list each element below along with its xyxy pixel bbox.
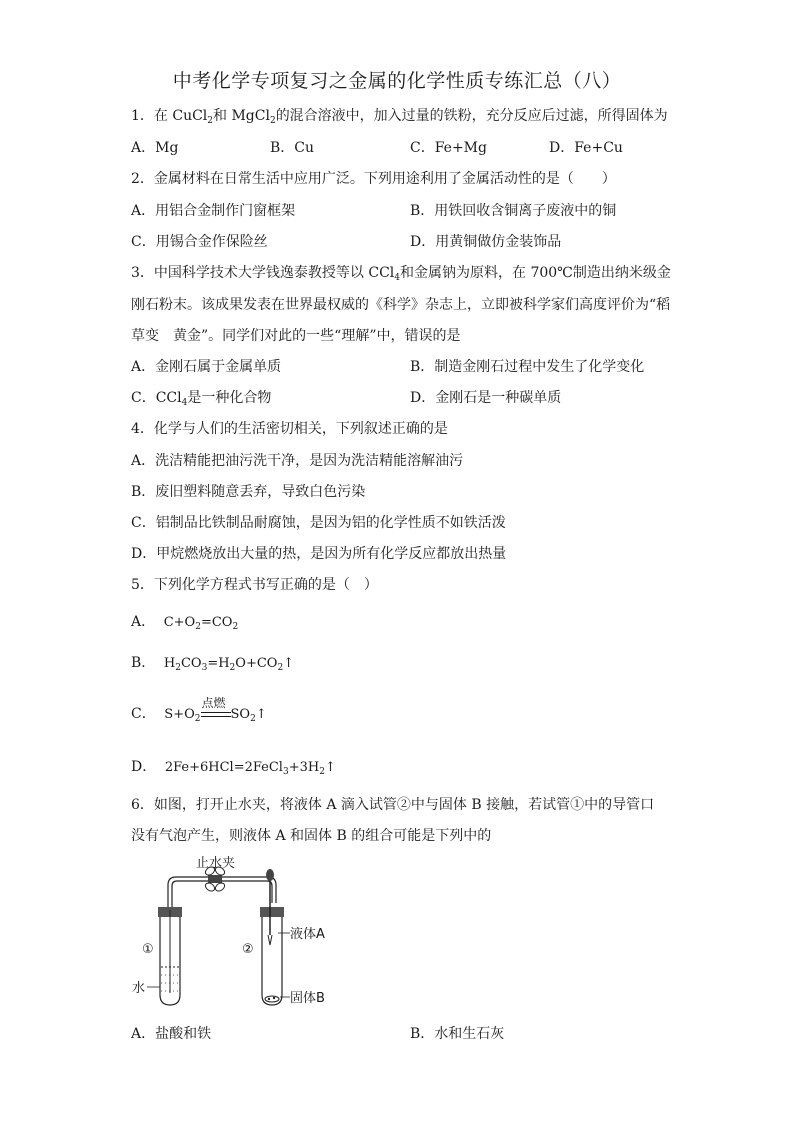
q4-option-d: D．甲烷燃烧放出大量的热，是因为所有化学反应都放出热量 xyxy=(131,546,507,562)
q5-option-d xyxy=(131,757,336,778)
q3-subscript: 4 xyxy=(394,273,400,283)
q5-option-c xyxy=(131,696,267,725)
q3-option-b: B．制造金刚石过程中发生了化学变化 xyxy=(410,359,645,375)
q1-stem-part: 和 MgCl xyxy=(213,108,270,124)
equation-b: $H_2CO_3=H_2O+CO_2↑$ xyxy=(159,656,295,673)
q3-line1-part: 和金属钠为原料，在 700℃制造出纳米级金 xyxy=(400,265,671,281)
q1-option-b: B．Cu xyxy=(270,140,315,156)
q2-option-d: D．用黄铜做仿金装饰品 xyxy=(410,234,562,250)
q3-option-a: A．金刚石属于金属单质 xyxy=(131,359,282,375)
q5-option-label: D． xyxy=(131,759,157,775)
q1-option-a: A．Mg xyxy=(131,140,179,156)
page-title: 中考化学专项复习之金属的化学性质专练汇总（八） xyxy=(172,70,622,92)
q1-subscript: 2 xyxy=(207,116,214,126)
q4-option-c: C．铝制品比铁制品耐腐蚀，是因为铝的化学性质不如铁活泼 xyxy=(131,515,506,531)
solid-b-particle xyxy=(268,998,270,1000)
q3-subscript: 4 xyxy=(181,398,188,408)
tube-1-label: ① xyxy=(142,942,154,957)
question-6-line-2: 没有气泡产生，则液体 A 和固体 B 的组合可能是下列中的 xyxy=(131,828,492,844)
q5-option-label: C． xyxy=(131,706,156,722)
q3-option-c-part: 是一种化合物 xyxy=(187,390,272,406)
q5-option-label: B． xyxy=(131,655,156,671)
solid-b-particles xyxy=(265,996,279,1002)
q4-option-b: B．废旧塑料随意丢弃，导致白色污染 xyxy=(131,484,366,500)
q6-option-a: A．盐酸和铁 xyxy=(131,1026,212,1042)
solid-b-label: 固体B xyxy=(290,991,325,1006)
q3-line1-part: 3．中国科学技术大学钱逸泰教授等以 CCl xyxy=(131,265,395,281)
q1-option-d: D．Fe+Cu xyxy=(549,140,623,156)
q5-option-b xyxy=(131,653,294,674)
question-4-stem: 4．化学与人们的生活密切相关，下列叙述正确的是 xyxy=(131,421,448,437)
stopper-2 xyxy=(260,907,284,917)
q5-option-label: A． xyxy=(131,614,156,630)
water-label: 水 xyxy=(132,981,146,996)
q2-option-c: C．用锡合金作保险丝 xyxy=(131,234,268,250)
liquid-a-label: 液体A xyxy=(290,927,325,942)
q4-option-a: A．洗洁精能把油污洗干净，是因为洗洁精能溶解油污 xyxy=(131,453,464,469)
question-3-line-1 xyxy=(131,263,671,283)
condition-label: 点燃 xyxy=(201,696,226,710)
question-3-line-3: 草变 黄金”。同学们对此的一些“理解”中，错误的是 xyxy=(131,328,461,344)
equation-c-product: $SO_2↑$ xyxy=(230,707,267,724)
solid-b-particle xyxy=(273,997,275,999)
q1-subscript: 2 xyxy=(269,116,276,126)
q1-option-c: C．Fe+Mg xyxy=(410,140,487,156)
apparatus-figure xyxy=(130,855,350,1019)
equation-a: $C+O_2=CO_2$ xyxy=(159,615,239,632)
equation-d: $2Fe+6HCl=2FeCl_3+3H_2↑$ xyxy=(160,760,336,777)
q3-option-c-part: C．CCl xyxy=(131,390,182,406)
q1-stem-part: 1．在 CuCl xyxy=(131,108,208,124)
q2-option-b: B．用铁回收含铜离子废液中的铜 xyxy=(410,203,617,219)
test-tube-2 xyxy=(262,917,282,1005)
q2-option-a: A．用铝合金制作门窗框架 xyxy=(131,203,296,219)
q3-option-d: D．金刚石是一种碳单质 xyxy=(410,390,562,406)
tube-2-label: ② xyxy=(242,942,254,957)
q1-stem-part: 的混合溶液中，加入过量的铁粉，充分反应后过滤，所得固体为 xyxy=(275,108,668,124)
q6-option-b: B．水和生石灰 xyxy=(410,1026,505,1042)
dropper-bulb xyxy=(266,869,274,881)
connecting-tube-inner xyxy=(172,881,272,910)
q5-option-a xyxy=(131,612,238,633)
equation-c: $S+O_2$ xyxy=(160,707,201,724)
reaction-arrow-with-condition xyxy=(201,696,231,724)
apparatus-diagram xyxy=(130,855,350,1015)
question-2-stem: 2．金属材料在日常生活中应用广泛。下列用途利用了金属活动性的是（ ） xyxy=(131,171,616,187)
question-3-line-2: 刚石粉末。该成果发表在世界最权威的《科学》杂志上，立即被科学家们高度评价为“稻 xyxy=(131,297,671,313)
question-5-stem: 5．下列化学方程式书写正确的是（ ） xyxy=(131,577,378,593)
question-1-stem xyxy=(131,106,668,126)
clamp-label: 止水夹 xyxy=(196,856,236,871)
dropper-tip xyxy=(268,935,272,945)
q3-option-c xyxy=(131,388,271,408)
clamp-body xyxy=(208,875,222,883)
double-line-icon xyxy=(201,712,231,717)
question-6-line-1: 6．如图，打开止水夹，将液体 A 滴入试管②中与固体 B 接触，若试管①中的导管口 xyxy=(131,797,655,813)
